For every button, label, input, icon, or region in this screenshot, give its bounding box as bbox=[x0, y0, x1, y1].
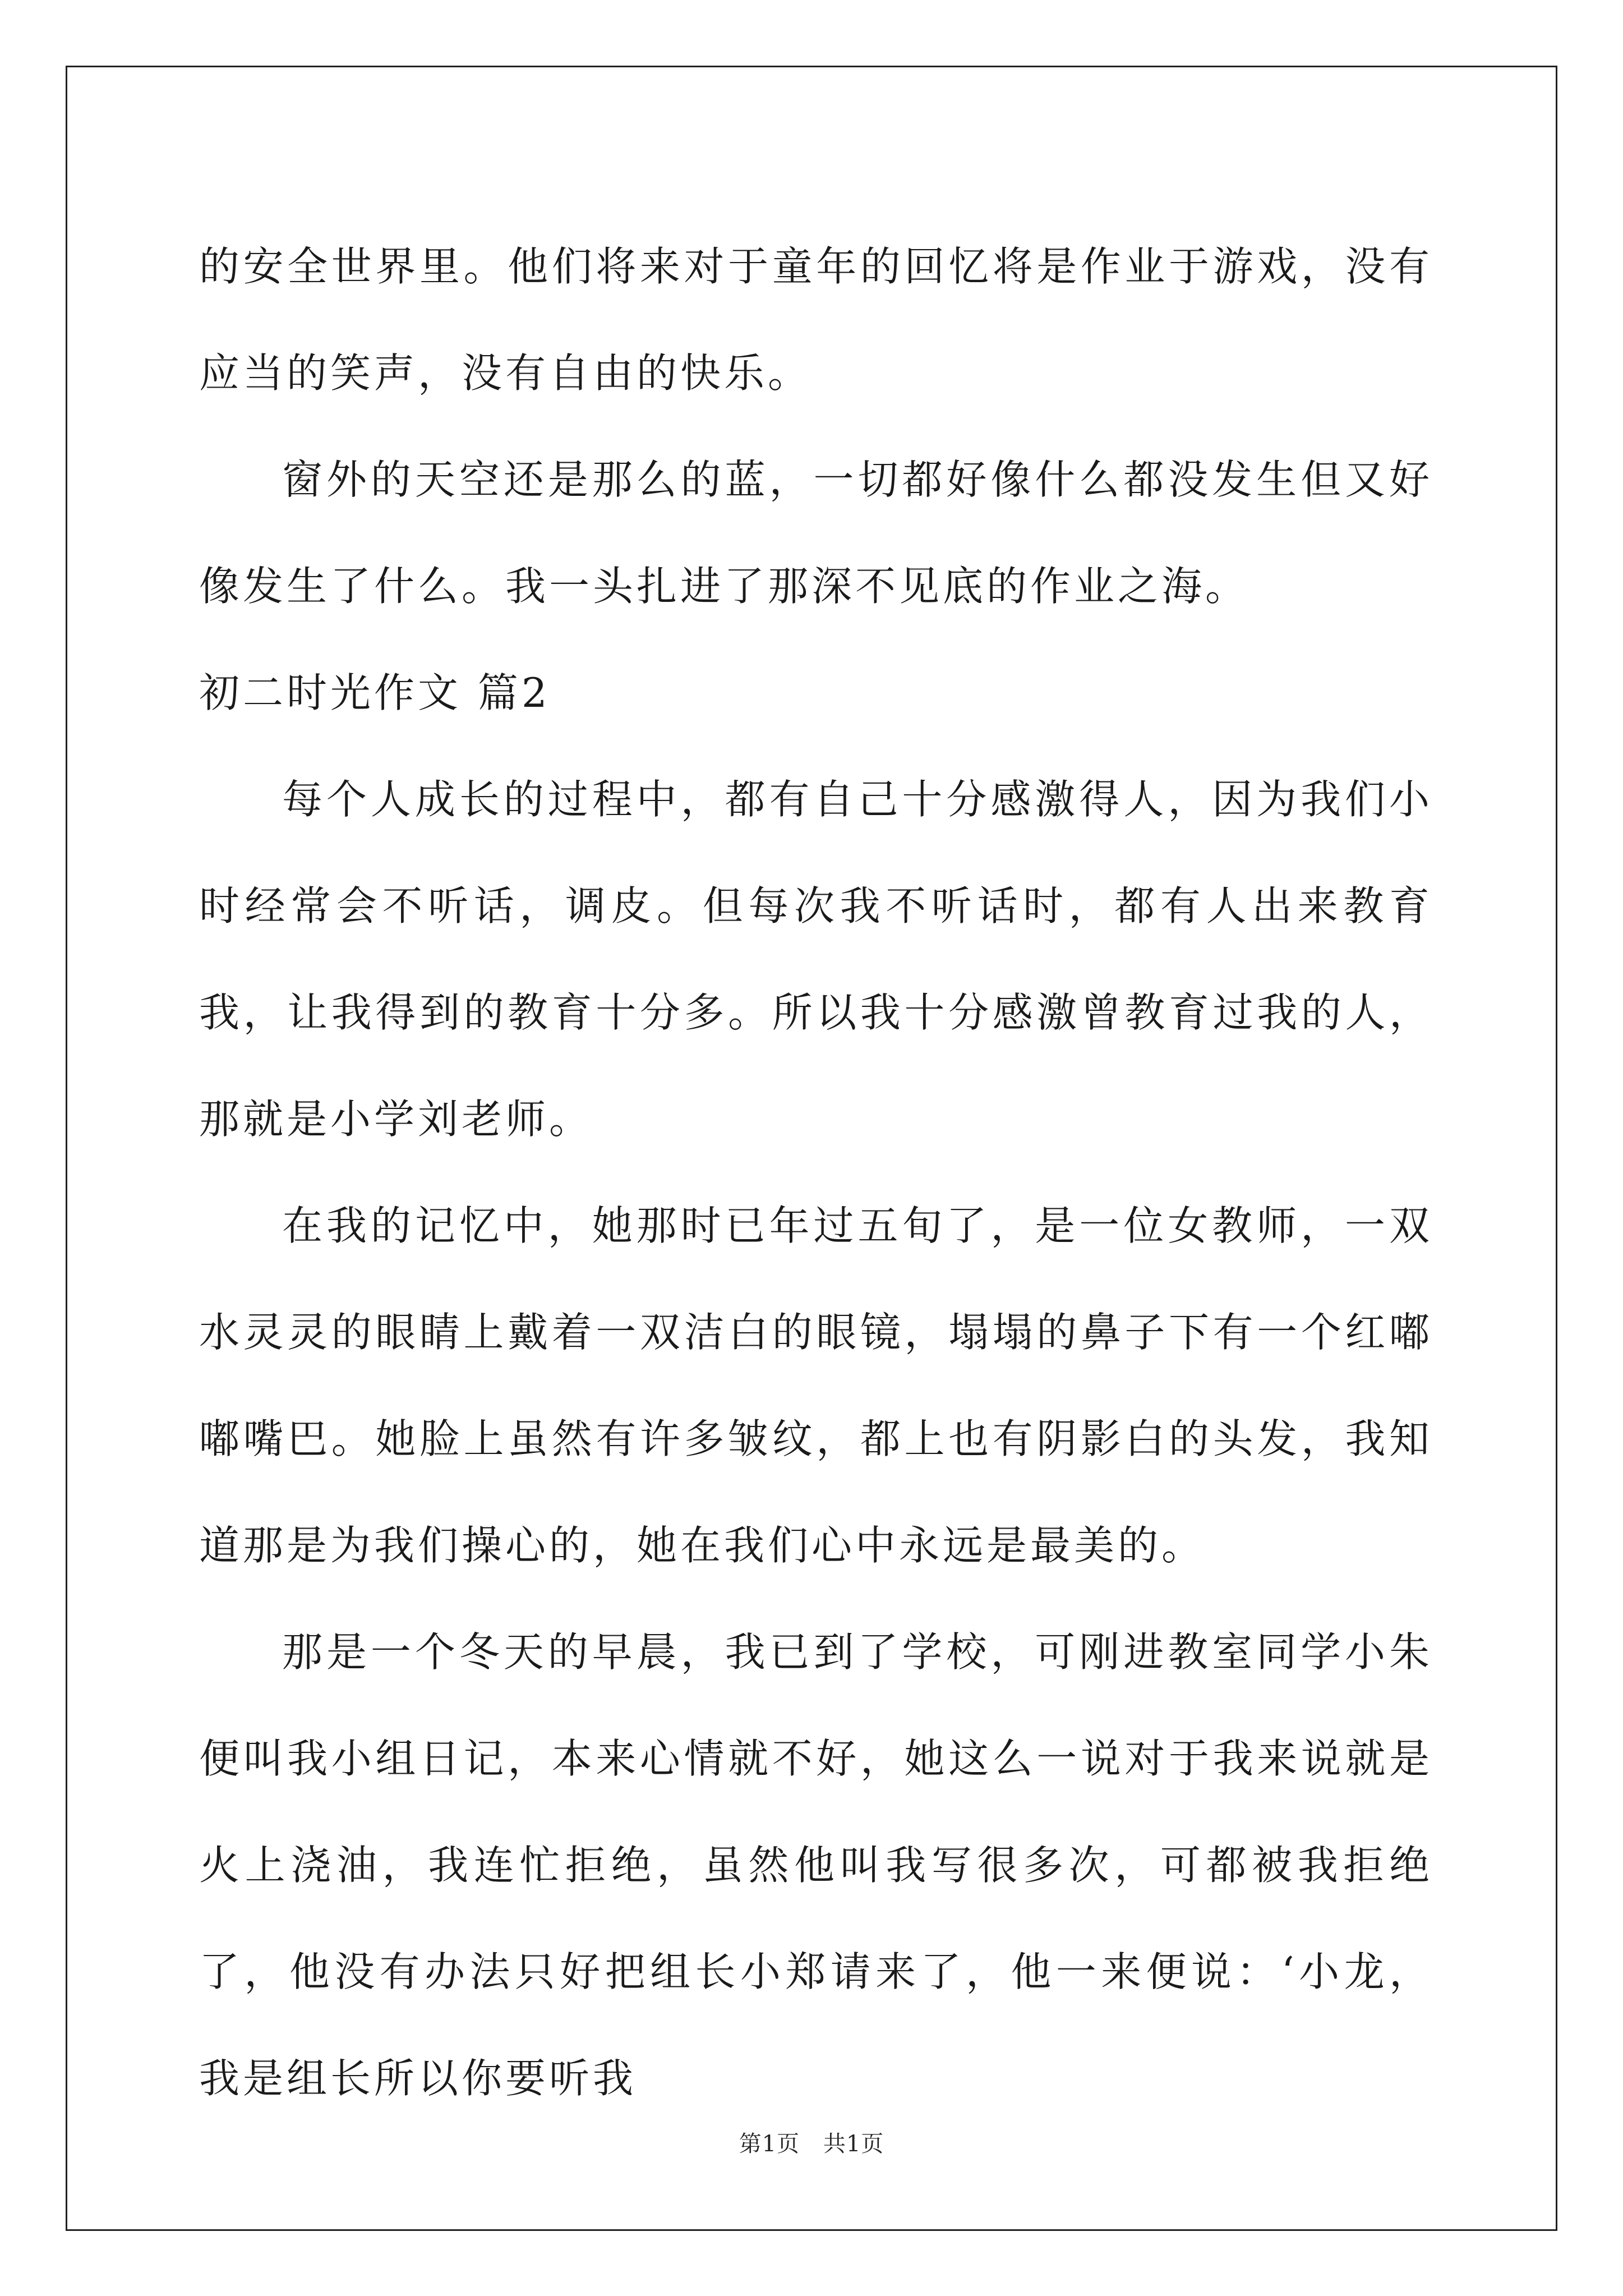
paragraph-2: 窗外的天空还是那么的蓝，一切都好像什么都没发生但又好像发生了什么。我一头扎进了那深不见底的作业之海。 bbox=[199, 456, 1433, 610]
page-number: 第1页 bbox=[739, 2131, 800, 2157]
page-total: 共1页 bbox=[823, 2131, 884, 2157]
document-body bbox=[199, 213, 1433, 2132]
section-paragraph-1: 每个人成长的过程中，都有自己十分感激得人，因为我们小时经常会不听话，调皮。但每次我不听话时，都有人出来教育我，让我得到的教育十分多。所以我十分感激曾教育过我的人，那就是小学刘老师。 bbox=[199, 776, 1433, 1143]
section-paragraph-2: 在我的记忆中，她那时已年过五旬了，是一位女教师，一双水灵灵的眼睛上戴着一双洁白的眼镜，塌塌的鼻子下有一个红嘟嘟嘴巴。她脸上虽然有许多皱纹，都上也有阴影白的头发，我知道那是为我们操心的，她在我们心中永远是最美的。 bbox=[199, 1202, 1433, 1569]
section-paragraph-3: 那是一个冬天的早晨，我已到了学校，可刚进教室同学小朱便叫我小组日记，本来心情就不好，她这么一说对于我来说就是火上浇油，我连忙拒绝，虽然他叫我写很多次，可都被我拒绝了，他没有办法只好把组长小郑请来了，他一来便说：‘小龙，我是组长所以你要听我 bbox=[199, 1628, 1433, 2102]
section-heading: 初二时光作文 篇2 bbox=[199, 669, 551, 716]
page-footer bbox=[0, 2126, 1623, 2158]
paragraph-1: 的安全世界里。他们将来对于童年的回忆将是作业于游戏，没有应当的笑声，没有自由的快乐。 bbox=[199, 243, 1433, 397]
